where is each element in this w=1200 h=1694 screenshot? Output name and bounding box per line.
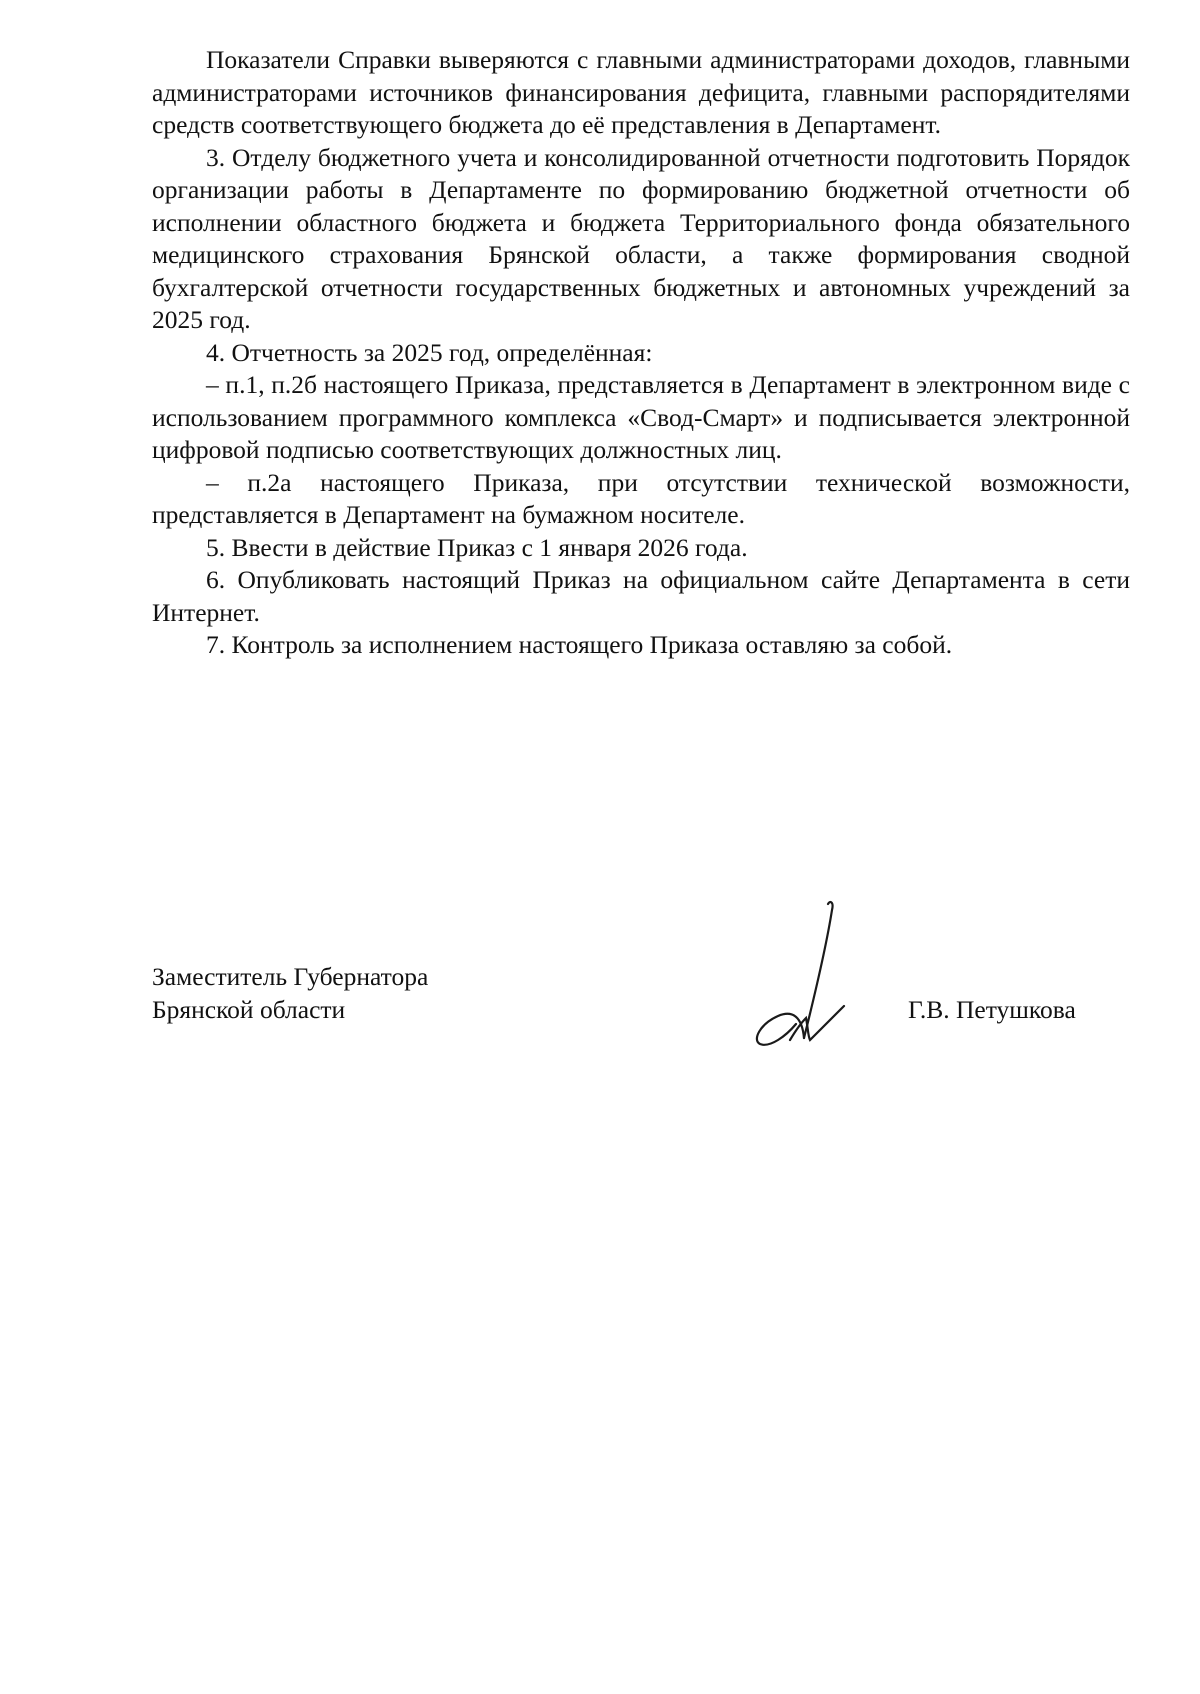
document-body	[152, 44, 1130, 662]
paragraph-item-7: 7. Контроль за исполнением настоящего Приказа оставляю за собой.	[206, 630, 953, 659]
signer-position-line-1: Заместитель Губернатора	[152, 962, 429, 991]
paragraph-item-5: 5. Ввести в действие Приказ с 1 января 2026 года.	[206, 532, 748, 562]
signer-name: Г.В. Петушкова	[908, 995, 1076, 1024]
signer-position-line-2: Брянской области	[152, 995, 346, 1024]
paragraph-item-4: 4. Отчетность за 2025 год, определённая:	[206, 337, 653, 367]
paragraph-item-4-electronic: – п.1, п.2б настоящего Приказа, представляется в Департамент в электронном виде с использованием программного комплекса «Свод-Смарт» и подписывается электронной цифровой подписью соответствующих должностных лиц.	[152, 370, 1130, 464]
handwritten-signature-icon	[752, 898, 862, 1048]
paragraph-item-4-paper: – п.2а настоящего Приказа, при отсутствии технической возможности, представляется в Департамент на бумажном носителе.	[152, 467, 1130, 529]
paragraph-reconciliation: Показатели Справки выверяются с главными администраторами доходов, главными администраторами источников финансирования дефицита, главными распорядителями средств соответствующего бюджета до её представления в Департамент.	[152, 45, 1130, 139]
paragraph-item-3: 3. Отделу бюджетного учета и консолидированной отчетности подготовить Порядок организации работы в Департаменте по формированию бюджетной отчетности об исполнении областного бюджета и бюджета Территориального фонда обязательного медицинского страхования Брянской области, а также формирования сводной бухгалтерской отчетности государственных бюджетных и автономных учреждений за 2025 год.	[152, 142, 1130, 334]
paragraph-item-6: 6. Опубликовать настоящий Приказ на официальном сайте Департамента в сети Интернет.	[152, 565, 1130, 627]
signer-position	[152, 960, 428, 1026]
